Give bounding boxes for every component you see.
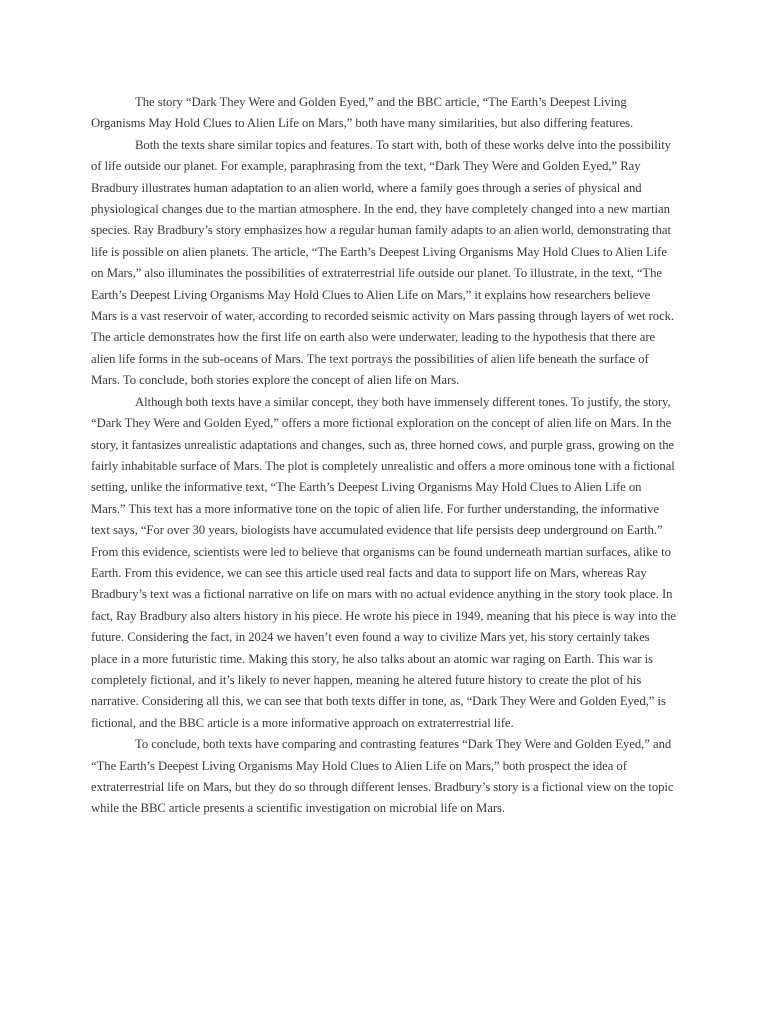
paragraph-intro: The story “Dark They Were and Golden Eyed,” and the BBC article, “The Earth’s Deepest Living Organisms May Hold Clues to Alien Life on Mars,” both have many similarities, but also differing features. — [91, 95, 634, 131]
paragraph-conclusion: To conclude, both texts have comparing and contrasting features “Dark They Were and Golden Eyed,” and “The Earth’s Deepest Living Organisms May Hold Clues to Alien Life on Mars,” both prospect the idea of extraterrestrial life on Mars, but they do so through different lenses. Bradbury’s story is a fictional view on the topic while the BBC article presents a scientific investigation on microbial life on Mars. — [91, 737, 674, 816]
essay-body — [91, 92, 677, 820]
paragraph-differences: Although both texts have a similar concept, they both have immensely different tones. To justify, the story, “Dark They Were and Golden Eyed,” offers a more fictional exploration on the concept of alien life on Mars. In the story, it fantasizes unrealistic adaptations and changes, such as, three horned cows, and purple grass, growing on the fairly inhabitable surface of Mars. The plot is completely unrealistic and offers a more ominous tone with a fictional setting, unlike the informative text, “The Earth’s Deepest Living Organisms May Hold Clues to Alien Life on Mars.” This text has a more informative tone on the topic of alien life. For further understanding, the informative text says, “For over 30 years, biologists have accumulated evidence that life persists deep underground on Earth.” From this evidence, scientists were led to believe that organisms can be found underneath martian surfaces, alike to Earth. From this evidence, we can see this article used real facts and data to support life on Mars, whereas Ray Bradbury’s text was a fictional narrative on life on mars with no actual evidence anything in the story took place. In fact, Ray Bradbury also alters history in his piece. He wrote his piece in 1949, meaning that his piece is way into the future. Considering the fact, in 2024 we haven’t even found a way to civilize Mars yet, his story certainly takes place in a more futuristic time. Making this story, he also talks about an atomic war raging on Earth. This war is completely fictional, and it’s likely to never happen, meaning he altered future history to create the plot of his narrative. Considering all this, we can see that both texts differ in tone, as, “Dark They Were and Golden Eyed,” is fictional, and the BBC article is a more informative approach on extraterrestrial life. — [91, 394, 676, 730]
paragraph-similarities: Both the texts share similar topics and features. To start with, both of these works delve into the possibility of life outside our planet. For example, paraphrasing from the text, “Dark They Were and Golden Eyed,” Ray Bradbury illustrates human adaptation to an alien world, where a family goes through a series of physical and physiological changes due to the martian atmosphere. In the end, they have completely changed into a new martian species. Ray Bradbury’s story emphasizes how a regular human family adapts to an alien world, demonstrating that life is possible on alien planets. The article, “The Earth’s Deepest Living Organisms May Hold Clues to Alien Life on Mars,” also illuminates the possibilities of extraterrestrial life outside our planet. To illustrate, in the text, “The Earth’s Deepest Living Organisms May Hold Clues to Alien Life on Mars,” it explains how researchers believe Mars is a vast reservoir of water, according to recorded seismic activity on Mars passing through layers of wet rock. The article demonstrates how the first life on earth also were underwater, leading to the hypothesis that there are alien life forms in the sub-oceans of Mars. The text portrays the possibilities of alien life beneath the surface of Mars. To conclude, both stories explore the concept of alien life on Mars. — [91, 137, 675, 388]
